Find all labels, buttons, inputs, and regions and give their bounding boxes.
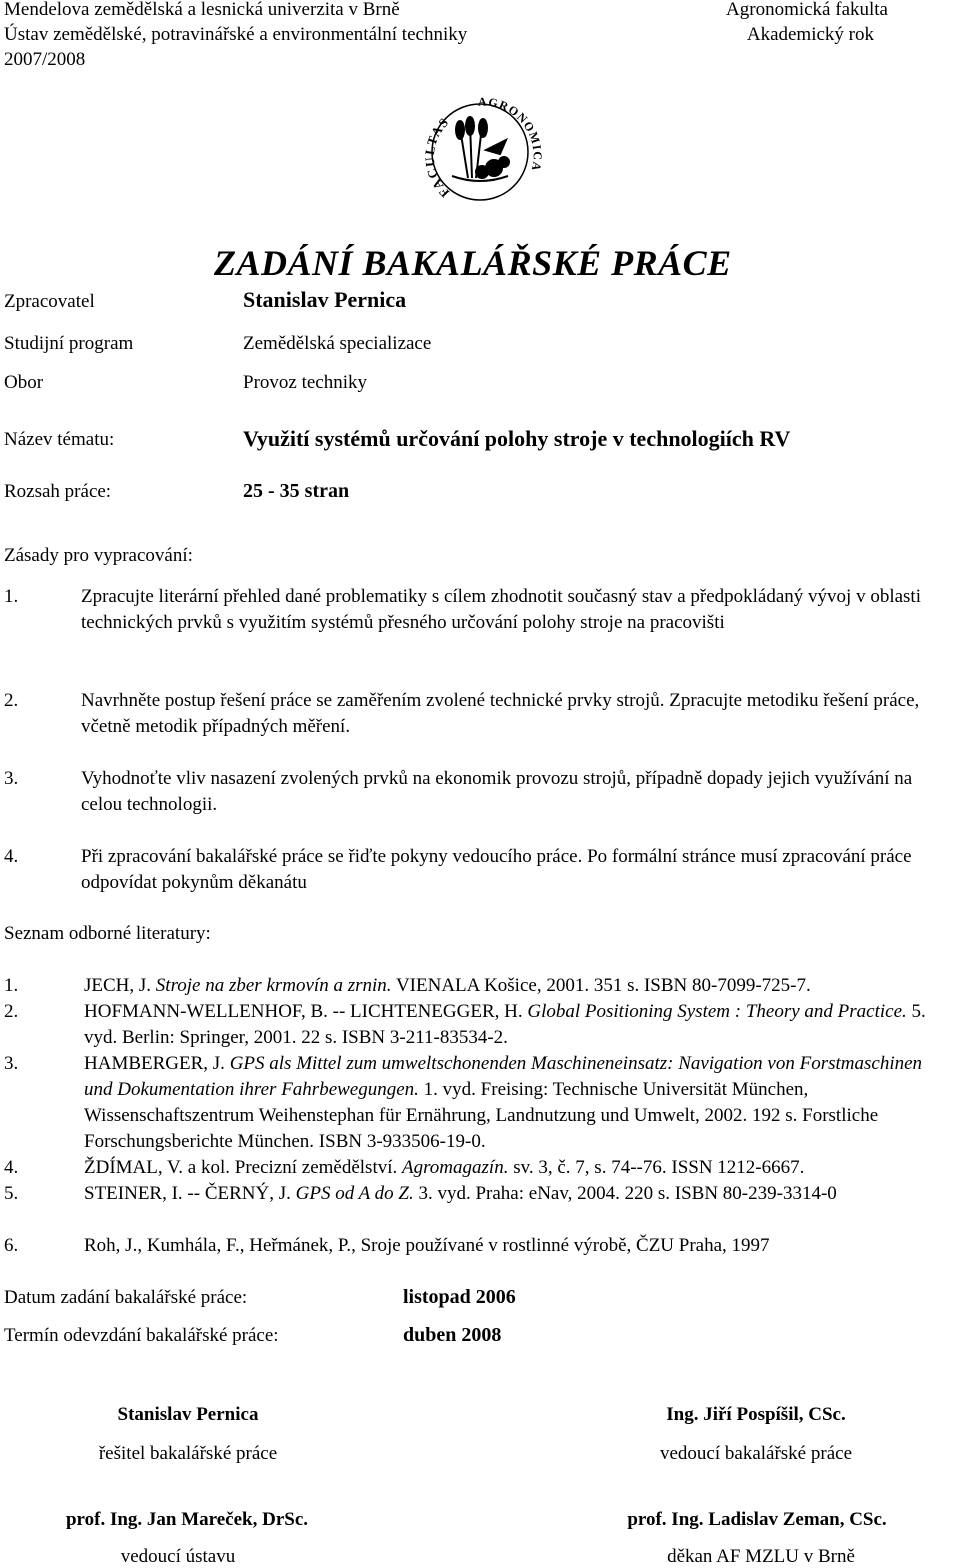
field-label-program: Studijní program [4, 333, 134, 354]
literature-author: JECH, J. [84, 975, 156, 996]
signature-head-role: vedoucí ústavu [120, 1546, 236, 1567]
literature-publication: 3. vyd. Praha: eNav, 2004. 220 s. ISBN 80-239-3314-0 [413, 1183, 837, 1204]
signature-student-role: řešitel bakalářské práce [98, 1443, 278, 1464]
literature-publication: VIENALA Košice, 2001. 351 s. ISBN 80-7099-725-7. [391, 975, 811, 996]
field-label-scope: Rozsah práce: [4, 481, 112, 502]
assignment-date-label: Datum zadání bakalářské práce: [4, 1287, 248, 1308]
field-label-topic: Název tématu: [4, 429, 115, 450]
signature-supervisor-role: vedoucí bakalářské práce [659, 1443, 853, 1464]
signature-dean-name: prof. Ing. Ladislav Zeman, CSc. [627, 1509, 887, 1530]
principle-text: Při zpracování bakalářské práce se řiďte pokyny vedoucího práce. Po formální stránce musí zpracování práce odpovídat pokynům děkanátu [81, 846, 912, 893]
literature-item [4, 1051, 956, 1155]
literature-publication: 1. vyd. Freising: Technische Universität München, Wissenschaftszentrum Weihenstephan für Ernährung, Landnutzung und Umwelt, 2002. 192 s. Forstliche Forschungsberichte München. ISBN 3-933506-19-0. [84, 1079, 879, 1152]
principle-text: Zpracujte literární přehled dané problematiky s cílem zhodnotit současný stav a předpokládaný vývoj v oblasti technických prvků s využitím systémů přesného určování polohy stroje na pracovišti [81, 586, 921, 633]
literature-title: GPS od A do Z. [295, 1183, 414, 1204]
svg-text:FACULTAS [422, 114, 452, 201]
principle-text: Navrhněte postup řešení práce se zaměřením zvolené technické prvky strojů. Zpracujte metodiku řešení práce, včetně metodik případných měření. [81, 690, 920, 737]
principle-item [4, 844, 956, 896]
literature-publication: 5. vyd. Berlin: Springer, 2001. 22 s. ISBN 3-211-83534-2. [84, 1001, 926, 1048]
principle-number: 2. [4, 690, 19, 711]
seal-text-left: FACULTAS [421, 113, 453, 201]
literature-number: 3. [4, 1053, 19, 1074]
literature-author: STEINER, I. -- ČERNÝ, J. [84, 1183, 296, 1204]
principles-heading: Zásady pro vypracování: [4, 545, 193, 566]
submission-date-label: Termín odevzdání bakalářské práce: [4, 1325, 279, 1346]
svg-text:AGRONOMICA [478, 95, 545, 174]
submission-date-value: duben 2008 [403, 1324, 502, 1346]
field-label-author: Zpracovatel [4, 291, 95, 312]
faculty-seal-logo [408, 80, 552, 220]
university-name: Mendelova zemědělská a lesnická univerzita v Brně [4, 0, 400, 20]
field-value-program: Zemědělská specializace [243, 333, 432, 354]
literature-item [4, 1181, 956, 1207]
literature-publication: sv. 3, č. 7, s. 74--76. ISSN 1212-6667. [508, 1157, 805, 1178]
academic-year-value: 2007/2008 [4, 49, 86, 70]
signature-dean-role: děkan AF MZLU v Brně [667, 1546, 855, 1567]
principle-item [4, 688, 956, 740]
signature-student-name: Stanislav Pernica [117, 1404, 259, 1425]
academic-year-label: Akademický rok [746, 24, 874, 45]
principle-number: 3. [4, 768, 19, 789]
literature-number: 2. [4, 1001, 19, 1022]
literature-title: GPS als Mittel zum umweltschonenden Maschineneinsatz: Navigation von Forstmaschinen und Dokumentation ihrer Fahrbewegungen. [84, 1053, 923, 1100]
literature-item [4, 973, 956, 999]
literature-number: 1. [4, 975, 19, 996]
signature-head-name: prof. Ing. Jan Mareček, DrSc. [65, 1509, 309, 1530]
document-title: ZADÁNÍ BAKALÁŘSKÉ PRÁCE [214, 243, 732, 283]
literature-title: Global Positioning System : Theory and Practice. [527, 1001, 907, 1022]
literature-author: HOFMANN-WELLENHOF, B. -- LICHTENEGGER, H. [84, 1001, 528, 1022]
institute-name: Ústav zemědělské, potravinářské a environmentální techniky [4, 24, 468, 45]
literature-number: 4. [4, 1157, 19, 1178]
field-label-field: Obor [4, 372, 44, 393]
principle-number: 1. [4, 586, 19, 607]
literature-item [4, 1155, 956, 1181]
literature-title: Stroje na zber krmovín a zrnin. [155, 975, 392, 996]
principle-number: 4. [4, 846, 19, 867]
literature-item [4, 999, 956, 1051]
literature-item [4, 1233, 956, 1259]
signature-supervisor-name: Ing. Jiří Pospíšil, CSc. [666, 1404, 846, 1425]
field-value-scope: 25 - 35 stran [243, 480, 350, 502]
literature-number: 5. [4, 1183, 19, 1204]
principle-item [4, 766, 956, 818]
assignment-date-value: listopad 2006 [403, 1286, 516, 1308]
literature-author: HAMBERGER, J. [84, 1053, 230, 1074]
seal-text-right: AGRONOMICA [477, 94, 545, 174]
field-value-author: Stanislav Pernica [243, 287, 407, 312]
literature-author: Roh, J., Kumhála, F., Heřmánek, P., Sroje používané v rostlinné výrobě, ČZU Praha, 1997 [84, 1235, 770, 1256]
literature-title: Agromagazín. [402, 1157, 509, 1178]
literature-heading: Seznam odborné literatury: [4, 923, 211, 944]
field-value-field: Provoz techniky [243, 372, 368, 393]
principle-item [4, 584, 956, 636]
literature-author: ŽDÍMAL, V. a kol. Precizní zemědělství. [84, 1157, 403, 1178]
faculty-name: Agronomická fakulta [726, 0, 888, 20]
literature-number: 6. [4, 1235, 19, 1256]
principle-text: Vyhodnoťte vliv nasazení zvolených prvků na ekonomik provozu strojů, případně dopady jejich využívání na celou technologii. [81, 768, 913, 815]
field-value-topic: Využití systémů určování polohy stroje v technologiích RV [243, 426, 791, 451]
